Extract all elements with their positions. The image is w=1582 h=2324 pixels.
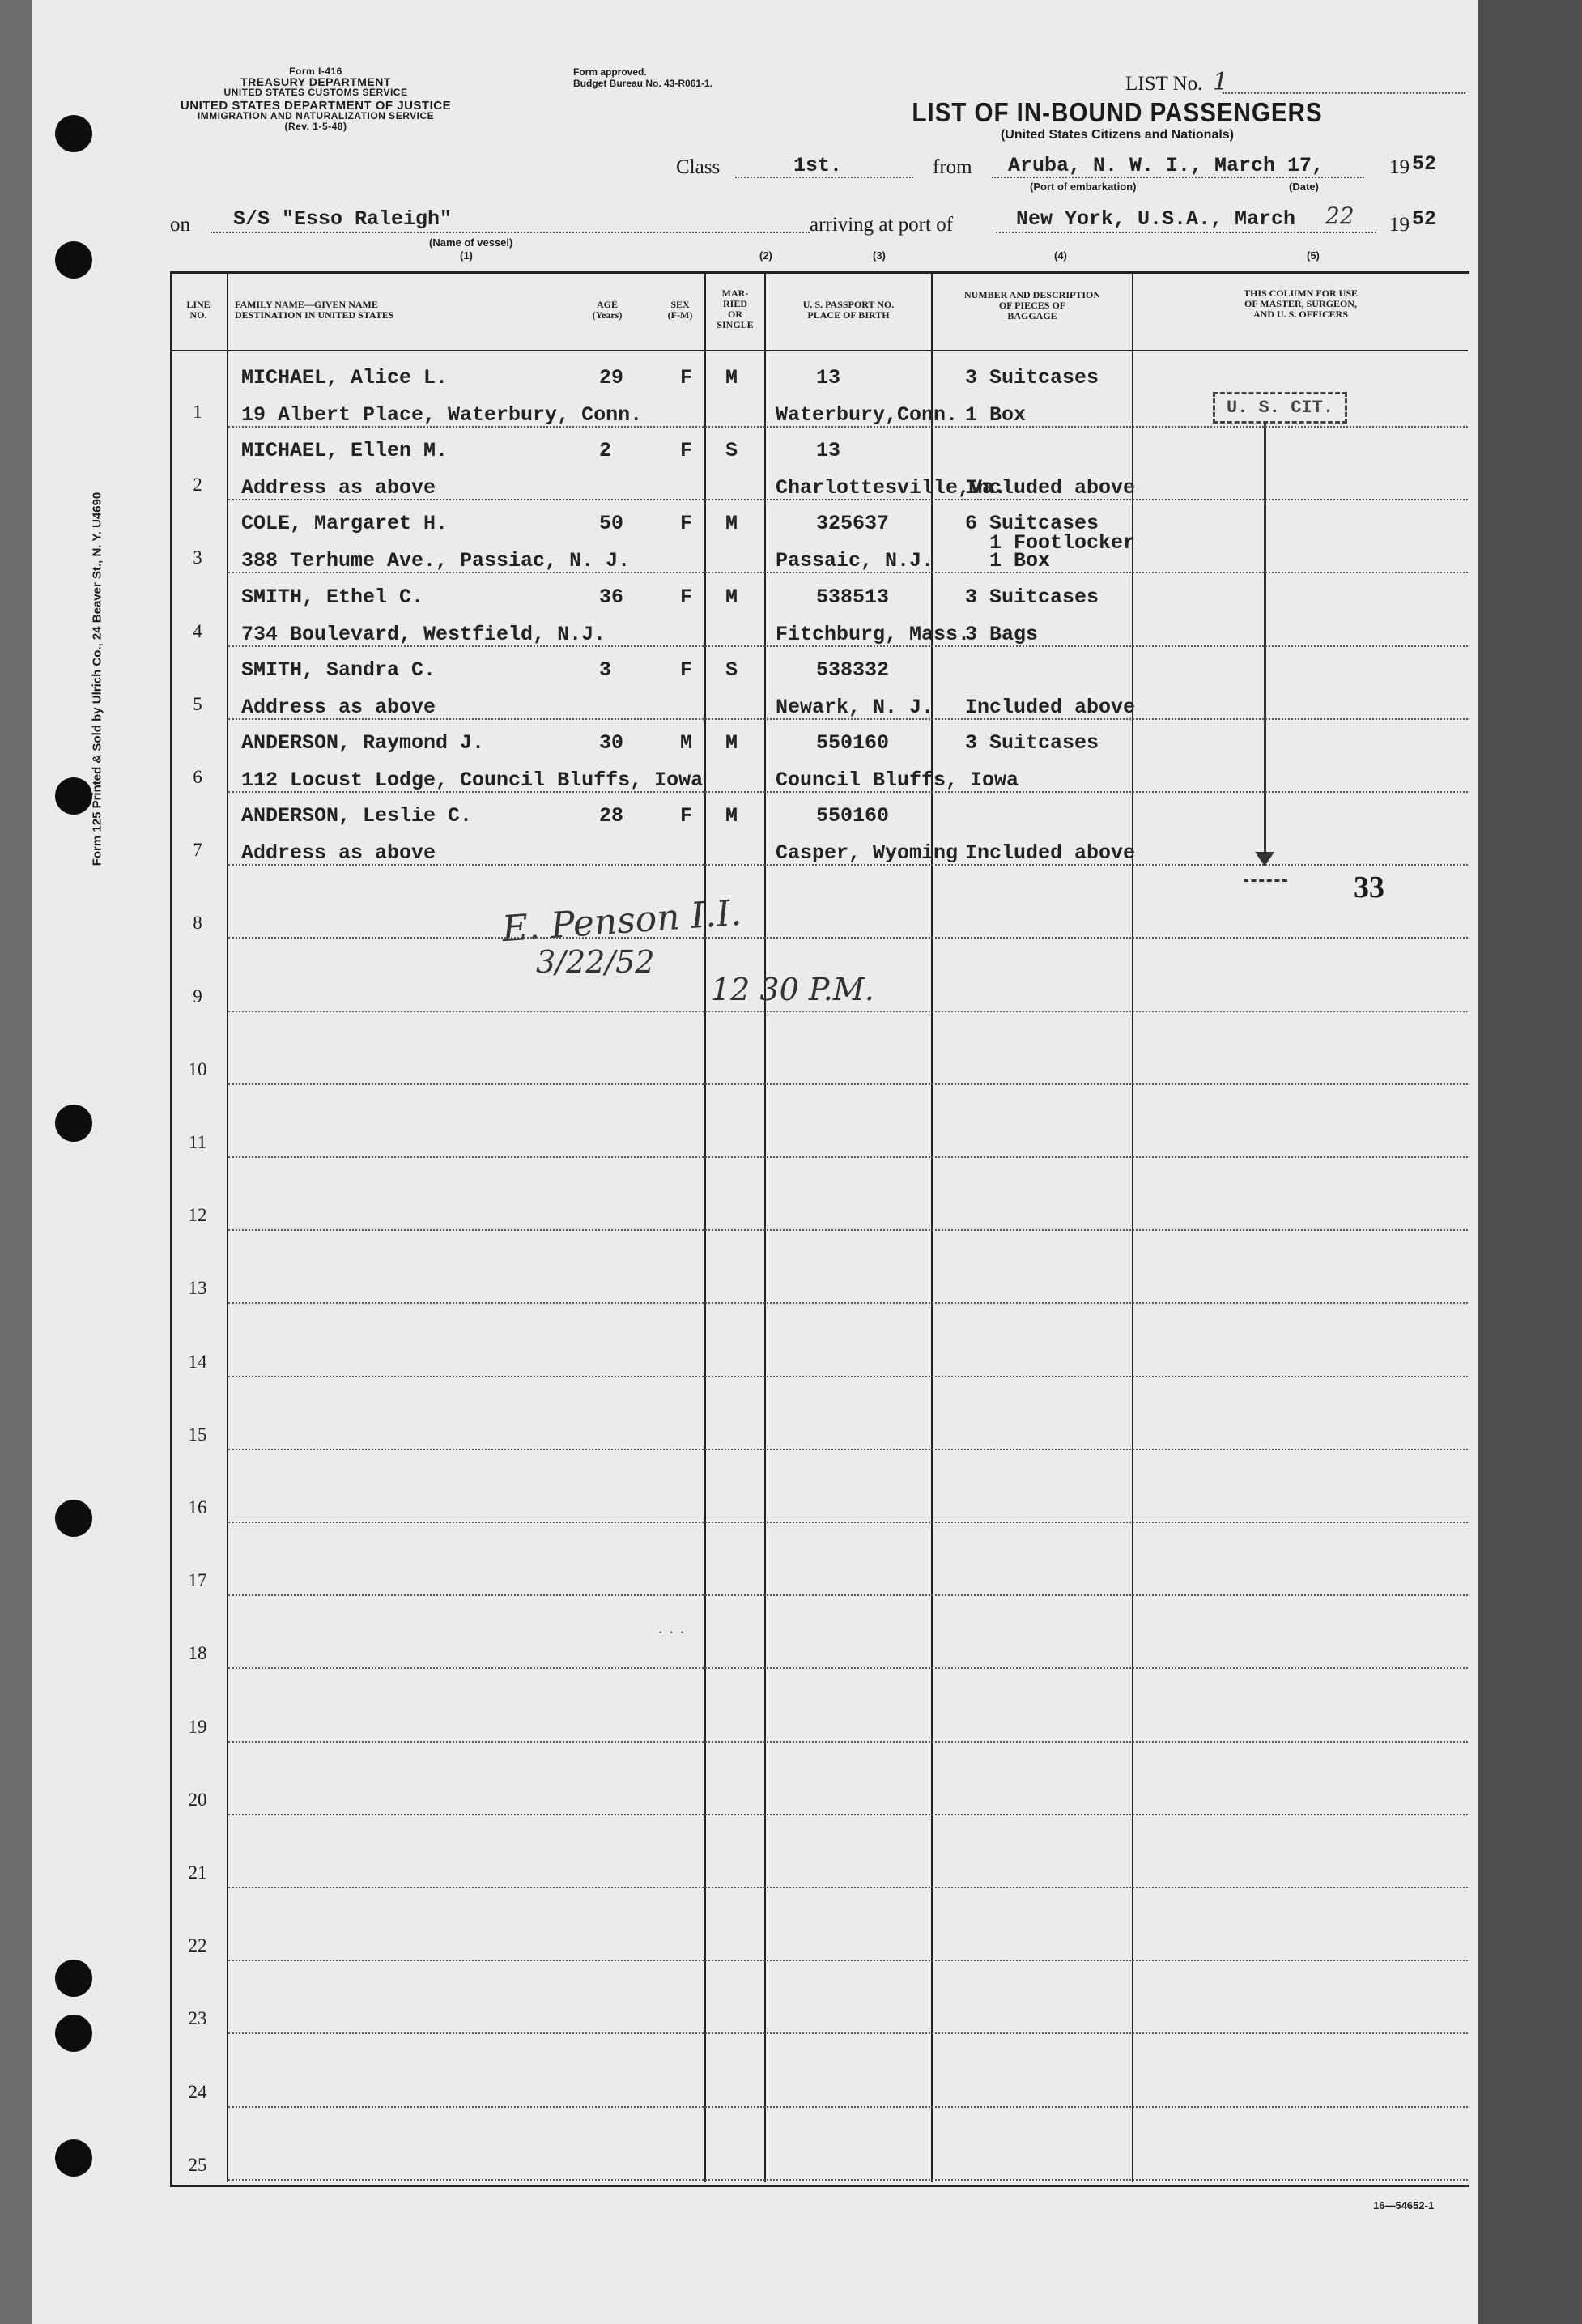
port-embark-caption: (Port of embarkation) (1030, 181, 1137, 193)
us-citizen-stamp: U. S. CIT. (1213, 392, 1347, 424)
agency-block (162, 66, 470, 132)
passenger-sex: F (680, 439, 693, 463)
passenger-marital: M (725, 366, 738, 389)
vessel-caption: (Name of vessel) (429, 236, 513, 249)
arrival-value: New York, U.S.A., March (1016, 207, 1296, 231)
baggage-line-2: Included above (965, 841, 1136, 866)
col-divider (704, 271, 706, 2182)
passenger-marital: M (725, 804, 738, 828)
row-rule (228, 1594, 1468, 1596)
col-divider (1132, 271, 1133, 2182)
passenger-passport: 550160 (816, 731, 890, 755)
row-rule (228, 937, 1468, 939)
col-age-line1: AGE (596, 299, 618, 310)
line-number: 25 (188, 2154, 207, 2175)
line-number: 19 (188, 1716, 207, 1737)
line-number: 12 (188, 1205, 207, 1226)
col-officers-line3: AND U. S. OFFICERS (1252, 309, 1348, 320)
list-no (1125, 68, 1228, 96)
vessel-value: S/S "Esso Raleigh" (233, 207, 453, 231)
passenger-birthplace: Casper, Wyoming (776, 841, 959, 866)
caption-3: (3) (873, 249, 886, 262)
passenger-birthplace: Charlottesville,Va. (776, 476, 1007, 500)
margin-printer-label: Form 125 Printed & Sold by Ulrich Co., 24 Beaver St., N. Y. U4690 (90, 492, 104, 866)
passenger-name: MICHAEL, Ellen M. (241, 439, 449, 463)
approval-block (573, 66, 712, 89)
row-rule (228, 1011, 1468, 1012)
line-number: 5 (193, 693, 202, 714)
passenger-age: 30 (599, 731, 624, 755)
baggage-line-2: 1 Box (965, 403, 1027, 427)
passenger-name: SMITH, Ethel C. (241, 585, 424, 609)
baggage-line-2: 1 Footlocker (989, 531, 1136, 555)
passenger-destination: 19 Albert Place, Waterbury, Conn. (241, 403, 643, 427)
signature-date: 3/22/52 (536, 944, 655, 980)
line-number: 10 (188, 1058, 207, 1079)
passenger-sex: F (680, 366, 693, 389)
passenger-birthplace: Council Bluffs, Iowa (776, 768, 1019, 792)
passenger-name: SMITH, Sandra C. (241, 658, 436, 682)
col-passport-line2: PLACE OF BIRTH (807, 309, 890, 321)
line-number: 3 (193, 547, 202, 568)
page-subtitle: (United States Citizens and Nationals) (1000, 128, 1235, 142)
col-age-line2: (Years) (592, 309, 623, 321)
line-number: 22 (188, 1935, 207, 1956)
passenger-name: COLE, Margaret H. (241, 512, 449, 536)
passenger-destination: Address as above (241, 476, 436, 500)
class-line (735, 177, 913, 178)
row-rule (228, 1302, 1468, 1304)
treasury-label: TREASURY DEPARTMENT (240, 75, 391, 88)
col-name-line2: DESTINATION IN UNITED STATES (235, 309, 394, 321)
passenger-marital: S (725, 439, 738, 463)
manifest-page (32, 0, 1480, 2324)
from-line (992, 177, 1364, 178)
line-number: 24 (188, 2081, 207, 2102)
col-sex-line1: SEX (670, 299, 690, 310)
row-rule (228, 864, 1468, 866)
baggage-line-1: 3 Suitcases (965, 366, 1099, 389)
passenger-age: 3 (599, 658, 612, 682)
passenger-name: ANDERSON, Raymond J. (241, 731, 485, 755)
arrival-year-prefix: 19 (1389, 214, 1410, 236)
row-rule (228, 1083, 1468, 1085)
header-divider (170, 350, 1468, 351)
passenger-name: ANDERSON, Leslie C. (241, 804, 473, 828)
line-number: 9 (193, 985, 202, 1007)
punch-hole (55, 1500, 92, 1537)
col-sex-line2: (F-M) (667, 309, 693, 321)
signature-time: 12 30 P.M. (711, 972, 874, 1007)
punch-hole (55, 2015, 92, 2052)
col-marital-line2: RIED (722, 298, 747, 309)
class-value: 1st. (793, 154, 843, 177)
arrow-tick (1244, 879, 1287, 882)
row-rule (228, 718, 1468, 720)
col-name (235, 300, 510, 321)
col-line-no-label: LINE NO. (186, 299, 211, 321)
row-rule (228, 1156, 1468, 1158)
arrow-line (1264, 421, 1266, 858)
passenger-marital: M (725, 585, 738, 609)
passenger-marital: S (725, 658, 738, 682)
list-no-label: LIST No. (1125, 73, 1203, 95)
line-number: 21 (188, 1862, 207, 1883)
punch-hole (55, 777, 92, 815)
passenger-age: 50 (599, 512, 624, 536)
passenger-sex: M (680, 731, 693, 755)
passenger-passport: 325637 (816, 512, 890, 536)
col-baggage (933, 290, 1132, 321)
col-age (571, 300, 644, 321)
passenger-sex: F (680, 512, 693, 536)
form-number: Form I-416 (289, 66, 342, 77)
col-line-no (172, 300, 225, 321)
row-rule (228, 1814, 1468, 1815)
passenger-passport: 538513 (816, 585, 890, 609)
faint-marks: · · · (657, 1621, 686, 1641)
passenger-sex: F (680, 585, 693, 609)
line-number: 14 (188, 1351, 207, 1372)
line-number: 6 (193, 767, 202, 787)
punch-hole (55, 1960, 92, 1997)
col-marital (706, 288, 764, 330)
line-number: 13 (188, 1278, 207, 1299)
line-number: 8 (193, 913, 202, 934)
punch-hole (55, 1105, 92, 1142)
col-baggage-line1: NUMBER AND DESCRIPTION (963, 289, 1101, 300)
line-number: 23 (188, 2008, 207, 2029)
line-number: 18 (188, 1643, 207, 1664)
row-rule (228, 2032, 1468, 2034)
row-rule (228, 1376, 1468, 1377)
baggage-line-1: 3 Suitcases (965, 731, 1099, 755)
row-rule (228, 1887, 1468, 1888)
date-caption: (Date) (1289, 181, 1319, 193)
page-title: LIST OF IN-BOUND PASSENGERS (912, 97, 1323, 127)
col-divider (227, 271, 228, 2182)
caption-5: (5) (1307, 249, 1320, 262)
col-baggage-line2: OF PIECES OF (998, 300, 1066, 311)
caption-1: (1) (460, 249, 473, 262)
row-rule (228, 1522, 1468, 1523)
passenger-destination: Address as above (241, 695, 436, 719)
list-no-line (1223, 92, 1465, 94)
passenger-marital: M (725, 512, 738, 536)
caption-4: (4) (1054, 249, 1067, 262)
line-number: 4 (193, 620, 202, 641)
passenger-sex: F (680, 804, 693, 828)
row-rule (228, 2179, 1468, 2181)
line-number: 20 (188, 1789, 207, 1810)
year-prefix: 19 (1389, 156, 1410, 178)
list-no-value: 1 (1212, 68, 1228, 96)
rev-label: (Rev. 1-5-48) (284, 121, 347, 132)
arriving-label: arriving at port of (810, 214, 954, 236)
budget-label: Budget Bureau No. 43-R061-1. (573, 78, 713, 89)
row-rule (228, 426, 1468, 428)
signature-name: E. Penson I.I. (500, 892, 743, 951)
line-number: 2 (193, 475, 202, 496)
passenger-birthplace: Newark, N. J. (776, 695, 934, 719)
passenger-birthplace: Fitchburg, Mass. (776, 622, 971, 646)
col-passport (766, 300, 931, 321)
passenger-passport: 550160 (816, 804, 890, 828)
passenger-destination: 388 Terhume Ave., Passiac, N. J. (241, 549, 631, 573)
ins-label: IMMIGRATION AND NATURALIZATION SERVICE (197, 110, 435, 121)
arrival-line (996, 232, 1376, 233)
col-officers-line2: OF MASTER, SURGEON, (1244, 298, 1357, 309)
customs-label: UNITED STATES CUSTOMS SERVICE (223, 87, 408, 98)
line-number: 11 (188, 1132, 207, 1152)
row-rule (228, 645, 1468, 647)
row-rule (228, 2106, 1468, 2108)
line-number: 16 (188, 1497, 207, 1517)
col-officers (1133, 288, 1468, 320)
passenger-destination: Address as above (241, 841, 436, 866)
passenger-age: 2 (599, 439, 612, 463)
passenger-destination: 734 Boulevard, Westfield, N.J. (241, 622, 606, 646)
col-marital-line4: SINGLE (717, 319, 754, 330)
baggage-line-2: Included above (965, 476, 1136, 500)
embarkation-value: Aruba, N. W. I., March 17, (1008, 154, 1325, 177)
col-baggage-line3: BAGGAGE (1007, 310, 1057, 321)
col-marital-line1: MAR- (721, 287, 749, 299)
passenger-age: 29 (599, 366, 624, 389)
baggage-line-2: 3 Bags (965, 622, 1039, 646)
passenger-birthplace: Passaic, N.J. (776, 549, 934, 573)
on-label: on (170, 214, 190, 236)
col-name-line1: FAMILY NAME—GIVEN NAME (235, 299, 378, 310)
caption-2: (2) (759, 249, 772, 262)
row-rule (228, 572, 1468, 573)
class-label: Class (676, 156, 721, 178)
col-passport-line1: U. S. PASSPORT NO. (802, 299, 895, 310)
passenger-passport: 13 (816, 439, 841, 463)
row-rule (228, 1449, 1468, 1450)
line-number: 17 (188, 1570, 207, 1591)
arrival-day: 22 (1325, 202, 1354, 229)
col-marital-line3: OR (728, 309, 742, 320)
scan-edge (1478, 0, 1582, 2324)
row-rule (228, 1960, 1468, 1961)
total-count: 33 (1354, 870, 1384, 904)
col-officers-line1: THIS COLUMN FOR USE (1243, 287, 1359, 299)
row-rule (228, 791, 1468, 793)
passenger-age: 28 (599, 804, 624, 828)
justice-label: UNITED STATES DEPARTMENT OF JUSTICE (180, 99, 452, 113)
footer-code: 16—54652-1 (1373, 2199, 1435, 2211)
from-label: from (933, 156, 972, 178)
passenger-marital: M (725, 731, 738, 755)
passenger-age: 36 (599, 585, 624, 609)
form-approved-label: Form approved. (573, 66, 647, 78)
col-divider (764, 271, 766, 2182)
passenger-passport: 13 (816, 366, 841, 389)
row-rule (228, 499, 1468, 500)
arrival-year: 52 (1412, 207, 1437, 231)
row-rule (228, 1229, 1468, 1231)
passenger-sex: F (680, 658, 693, 682)
line-number: 7 (193, 840, 202, 861)
year-value: 52 (1412, 152, 1437, 176)
row-rule (228, 1741, 1468, 1743)
passenger-birthplace: Waterbury,Conn. (776, 403, 959, 427)
punch-hole (55, 2139, 92, 2177)
line-number: 15 (188, 1424, 207, 1445)
punch-hole (55, 241, 92, 279)
row-rule (228, 1667, 1468, 1669)
passenger-passport: 538332 (816, 658, 890, 682)
passenger-name: MICHAEL, Alice L. (241, 366, 449, 389)
margin-printer-text (91, 194, 104, 1165)
baggage-line-2: Included above (965, 695, 1136, 719)
passenger-destination: 112 Locust Lodge, Council Bluffs, Iowa (241, 768, 704, 792)
vessel-line (211, 232, 810, 233)
baggage-line-1: 3 Suitcases (965, 585, 1099, 609)
line-number: 1 (193, 402, 202, 422)
baggage-line-3: 1 Box (989, 549, 1051, 573)
baggage-line-1: 6 Suitcases (965, 512, 1099, 536)
punch-hole (55, 115, 92, 152)
col-sex (656, 300, 704, 321)
